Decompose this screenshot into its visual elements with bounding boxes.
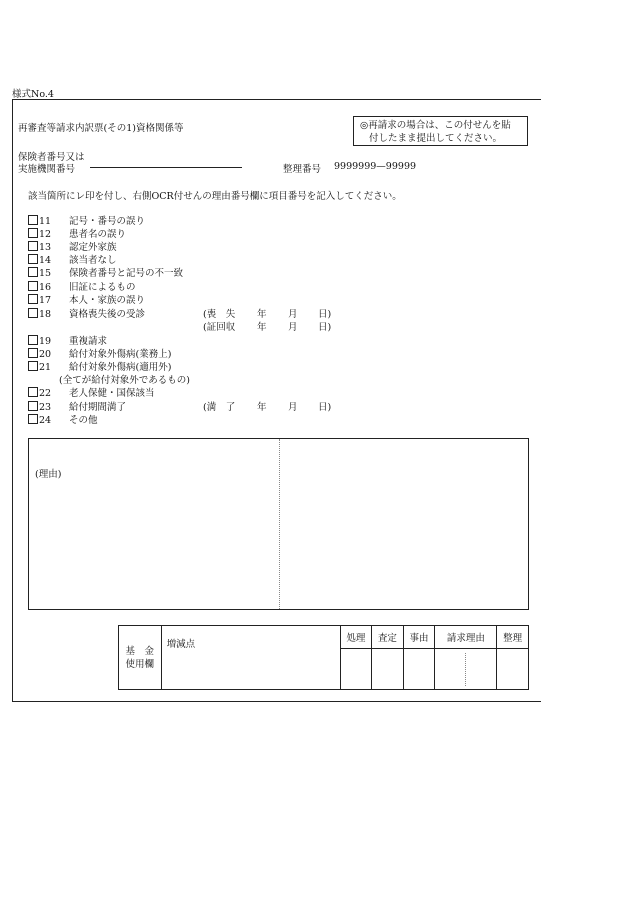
insurer-label-2: 実施機関番号 [18,164,76,175]
checklist-item[interactable]: 20 給付対象外傷病(業務上) [28,346,171,360]
checkbox-icon[interactable] [28,281,38,291]
checklist-item[interactable]: 12 患者名の誤り [28,226,126,240]
col-header-claim-reason: 請求理由 [435,626,497,649]
checkbox-icon[interactable] [28,335,38,345]
col-header-assessment: 査定 [372,626,404,649]
checkbox-icon[interactable] [28,241,38,251]
checklist-item[interactable]: 21 給付対象外傷病(適用外) [28,359,171,373]
reason-label: (理由) [35,469,62,480]
fund-use-table [118,625,529,690]
instruction-text: 該当箇所にレ印を付し、右側OCR付せんの理由番号欄に項目番号を記入してください。 [28,191,402,202]
reason-box[interactable] [28,438,529,610]
checklist-item[interactable]: 16 旧証によるもの [28,279,136,293]
claim-reason-divider [465,653,466,686]
checklist-item[interactable]: 15 保険者番号と記号の不一致 [28,265,183,279]
reason-cell[interactable] [403,649,435,690]
arrangement-cell[interactable] [497,649,529,690]
checklist-item[interactable]: 22 老人保健・国保該当 [28,385,155,399]
change-points-cell[interactable]: 増減点 [161,626,340,690]
form-number: 様式No.4 [12,89,54,100]
checkbox-icon[interactable] [28,401,38,411]
checklist-item[interactable]: 11 記号・番号の誤り [28,213,145,227]
checklist-item[interactable]: 17 本人・家族の誤り [28,292,145,306]
checkbox-icon[interactable] [28,387,38,397]
checkbox-icon[interactable] [28,228,38,238]
reason-divider [279,439,280,609]
checklist-item[interactable]: 14 該当者なし [28,252,117,266]
checklist-item[interactable]: 24 その他 [28,412,98,426]
insurer-label-1: 保険者番号又は [18,152,85,163]
insurer-number-field[interactable] [90,167,242,168]
checkbox-icon[interactable] [28,414,38,424]
item-21-note: (全てが給付対象外であるもの) [59,375,190,386]
reference-label: 整理番号 [283,164,322,175]
checkbox-icon[interactable] [28,348,38,358]
col-header-reason: 事由 [403,626,435,649]
checklist-item[interactable]: 19 重複請求 [28,333,107,347]
reference-number: 9999999—99999 [334,161,417,172]
form-title: 再審査等請求内訳票(その1)資格関係等 [18,123,184,134]
checkbox-icon[interactable] [28,215,38,225]
notice-line-2: 付したまま提出してください。 [369,133,503,144]
notice-box [353,116,528,146]
checkbox-icon[interactable] [28,267,38,277]
checkbox-icon[interactable] [28,294,38,304]
assessment-cell[interactable] [372,649,404,690]
notice-line-1: ◎再請求の場合は、この付せんを貼 [360,120,511,131]
col-header-processing: 処理 [340,626,372,649]
checkbox-icon[interactable] [28,254,38,264]
claim-reason-cell[interactable] [435,649,497,690]
col-header-arrangement: 整理 [497,626,529,649]
checkbox-icon[interactable] [28,361,38,371]
checklist-item[interactable]: 13 認定外家族 [28,239,117,253]
checkbox-icon[interactable] [28,308,38,318]
fund-label-cell: 基 金 使用欄 [119,626,162,690]
processing-cell[interactable] [340,649,372,690]
checklist-item[interactable]: 23 給付期間満了 [28,399,126,413]
checklist-item[interactable]: 18 資格喪失後の受診 [28,306,145,320]
